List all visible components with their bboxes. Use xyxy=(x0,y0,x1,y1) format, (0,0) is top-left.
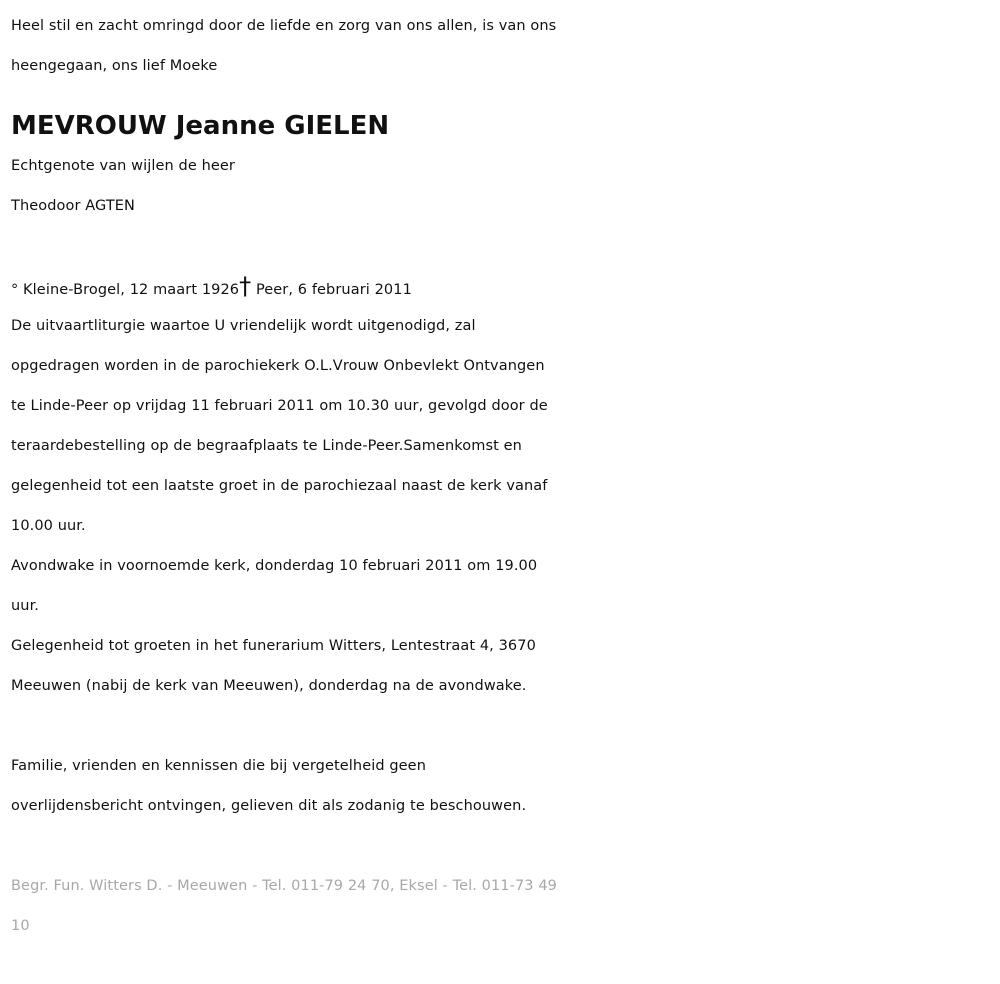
funeral-home-footer-line-2: 10 xyxy=(11,918,30,934)
funeral-line: teraardebestelling op de begraafplaats te Linde-Peer.Samenkomst en xyxy=(11,438,522,454)
deceased-name: MEVROUW Jeanne GIELEN xyxy=(11,111,390,141)
birth-date: ° Kleine-Brogel, 12 maart 1926 xyxy=(11,282,240,298)
wake-line-2: uur. xyxy=(11,598,40,614)
notice-line-2: overlijdensbericht ontvingen, gelieven dit als zodanig te beschouwen. xyxy=(11,798,527,814)
relation-line-1: Echtgenote van wijlen de heer xyxy=(11,158,235,174)
life-dates xyxy=(11,266,995,306)
notice-line-1: Familie, vrienden en kennissen die bij vergetelheid geen xyxy=(11,758,426,774)
spacer xyxy=(11,706,995,746)
funeral-line: te Linde-Peer op vrijdag 11 februari 2011 om 10.30 uur, gevolgd door de xyxy=(11,398,548,414)
funeral-line: gelegenheid tot een laatste groet in de parochiezaal naast de kerk vanaf xyxy=(11,478,548,494)
cross-icon: † xyxy=(239,272,252,300)
spacer xyxy=(11,226,995,266)
visitation-line-2: Meeuwen (nabij de kerk van Meeuwen), donderdag na de avondwake. xyxy=(11,678,527,694)
intro-line-2: heengegaan, ons lief Moeke xyxy=(11,58,218,74)
intro-line-1: Heel stil en zacht omringd door de liefde en zorg van ons allen, is van ons xyxy=(11,18,557,34)
wake-line-1: Avondwake in voornoemde kerk, donderdag 10 februari 2011 om 19.00 xyxy=(11,558,538,574)
visitation-line-1: Gelegenheid tot groeten in het funerarium Witters, Lentestraat 4, 3670 xyxy=(11,638,536,654)
funeral-home-footer-line-1: Begr. Fun. Witters D. - Meeuwen - Tel. 011-79 24 70, Eksel - Tel. 011-73 49 xyxy=(11,878,557,894)
obituary-notice xyxy=(11,6,995,946)
funeral-line: opgedragen worden in de parochiekerk O.L.Vrouw Onbevlekt Ontvangen xyxy=(11,358,545,374)
relation-line-2: Theodoor AGTEN xyxy=(11,198,136,214)
death-date: Peer, 6 februari 2011 xyxy=(251,282,412,298)
funeral-line: 10.00 uur. xyxy=(11,518,86,534)
spacer xyxy=(11,826,995,866)
funeral-line: De uitvaartliturgie waartoe U vriendelijk wordt uitgenodigd, zal xyxy=(11,318,476,334)
